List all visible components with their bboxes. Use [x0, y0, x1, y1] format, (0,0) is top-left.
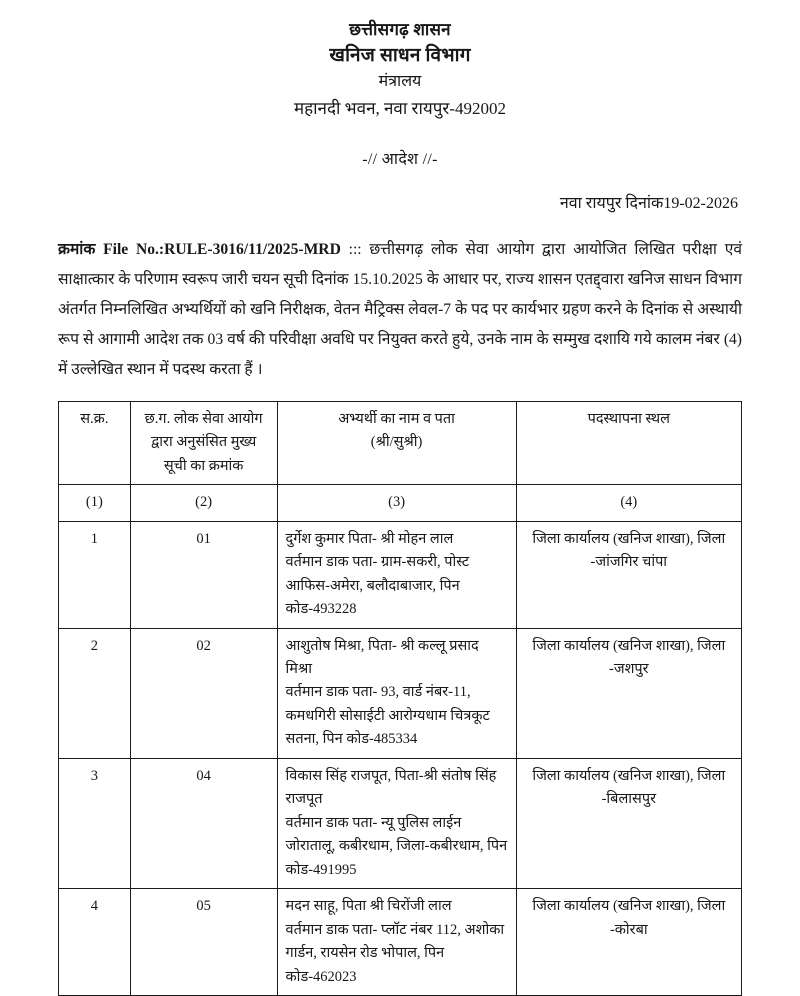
row-posting-place: जिला कार्यालय (खनिज शाखा), जिला -जांजगिर चांपा [516, 521, 741, 628]
table-index-row [59, 485, 742, 521]
candidate-name: दुर्गेश कुमार पिता- श्री मोहन लाल [285, 530, 454, 547]
document-header [58, 18, 742, 121]
row-serial-no: 1 [59, 521, 131, 628]
index-col-2: (2) [130, 485, 277, 521]
index-col-4: (4) [516, 485, 741, 521]
row-posting-place: जिला कार्यालय (खनिज शाखा), जिला -बिलासपुर [516, 758, 741, 888]
place-and-date: नवा रायपुर दिनांक19-02-2026 [559, 194, 738, 212]
index-col-3: (3) [277, 485, 516, 521]
header-candidate-name-address [277, 401, 516, 484]
candidate-address: वर्तमान डाक पता- ग्राम-सकरी, पोस्ट आफिस-अमेरा, बलौदाबाजार, पिन कोड-493228 [285, 554, 470, 618]
row-list-no: 04 [130, 758, 277, 888]
order-paragraph [58, 235, 742, 385]
candidate-name: विकास सिंह राजपूत, पिता-श्री संतोष सिंह राजपूत [285, 767, 497, 808]
row-serial-no: 4 [59, 889, 131, 996]
row-candidate-details [277, 628, 516, 758]
table-row [59, 521, 742, 628]
government-name: छत्तीसगढ़ शासन [349, 20, 451, 39]
table-row [59, 758, 742, 888]
header-serial-no: स.क्र. [59, 401, 131, 484]
appointment-table [58, 401, 742, 996]
order-marker: -// आदेश //- [362, 150, 438, 168]
row-posting-place: जिला कार्यालय (खनिज शाखा), जिला -जशपुर [516, 628, 741, 758]
table-header-row [59, 401, 742, 484]
header-posting-place: पदस्थापना स्थल [516, 401, 741, 484]
address-line: महानदी भवन, नवा रायपुर-492002 [293, 98, 507, 118]
candidate-address: वर्तमान डाक पता- 93, वार्ड नंबर-11, कमधगिरी सोसाईटी आरोग्यधाम चित्रकूट सतना, पिन कोड-485334 [285, 684, 490, 748]
row-candidate-details [277, 521, 516, 628]
header-candidate-title: अभ्यर्थी का नाम व पता [338, 410, 455, 427]
row-list-no: 01 [130, 521, 277, 628]
candidate-address: वर्तमान डाक पता- प्लॉट नंबर 112, अशोका गार्डन, रायसेन रोड भोपाल, पिन कोड-462023 [285, 921, 505, 985]
table-row [59, 889, 742, 996]
candidate-name: मदन साहू, पिता श्री चिरोंजी लाल [285, 898, 452, 915]
header-psc-list-no: छ.ग. लोक सेवा आयोग द्वारा अनुसंसित मुख्य सूची का क्रमांक [130, 401, 277, 484]
candidate-address: वर्तमान डाक पता- न्यू पुलिस लाईन जोरातालू, कबीरधाम, जिला-कबीरधाम, पिन कोड-491995 [285, 814, 508, 878]
row-list-no: 02 [130, 628, 277, 758]
index-col-1: (1) [59, 485, 131, 521]
row-list-no: 05 [130, 889, 277, 996]
header-candidate-salutation: (श्री/सुश्री) [370, 434, 423, 451]
order-body-text: ::: छत्तीसगढ़ लोक सेवा आयोग द्वारा आयोजित लिखित परीक्षा एवं साक्षात्कार के परिणाम स्वरूप जारी चयन सूची दिनांक 15.10.2025 के आधार पर, राज्य शासन एतद्द्वारा खनिज साधन विभाग अंतर्गत निम्नलिखित अभ्यर्थियों को खनि निरीक्षक, वेतन मैट्रिक्स लेवल-7 के पद पर कार्यभार ग्रहण करने के दिनांक से अस्थायी रूप से आगामी आदेश तक 03 वर्ष की परिवीक्षा अवधि पर नियुक्त करते हुये, उनके नाम के सम्मुख दशायि गये कालम नंबर (4) में उल्लेखित स्थान में पदस्थ करता हैं । [58, 240, 742, 378]
row-serial-no: 3 [59, 758, 131, 888]
ministry-name: मंत्रालय [378, 73, 422, 91]
row-candidate-details [277, 889, 516, 996]
candidate-name: आशुतोष मिश्रा, पिता- श्री कल्लू प्रसाद मिश्रा [285, 637, 479, 677]
row-candidate-details [277, 758, 516, 888]
row-serial-no: 2 [59, 628, 131, 758]
department-name: खनिज साधन विभाग [329, 45, 471, 67]
row-posting-place: जिला कार्यालय (खनिज शाखा), जिला -कोरबा [516, 889, 741, 996]
file-reference-number: क्रमांक File No.:RULE-3016/11/2025-MRD [58, 240, 341, 258]
table-row [59, 628, 742, 758]
